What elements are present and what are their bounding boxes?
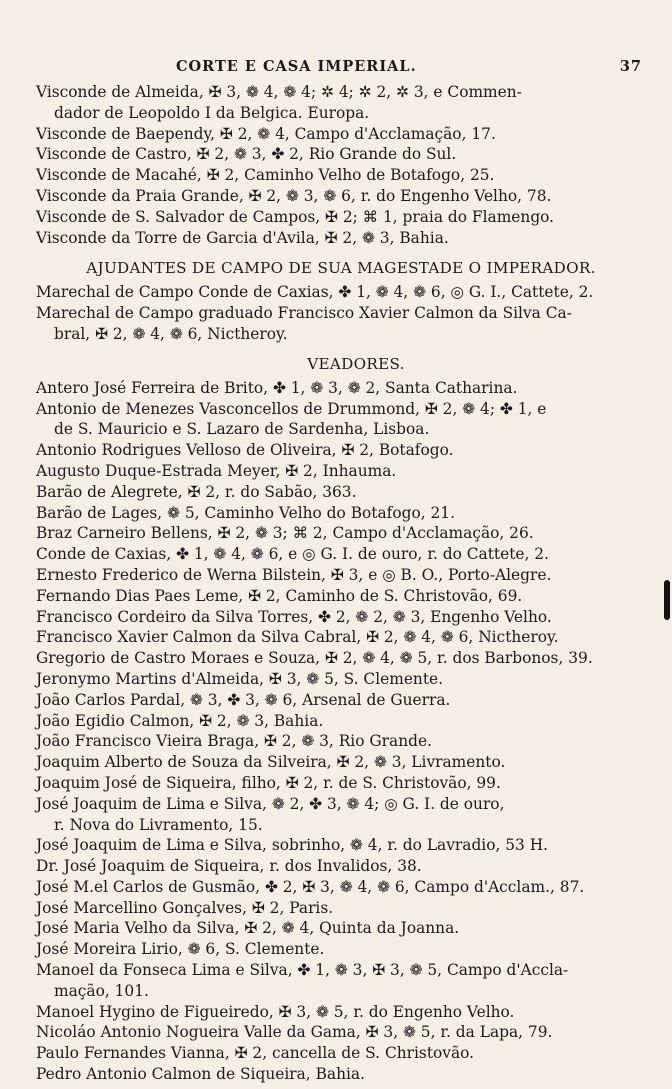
list-entry: Marechal de Campo graduado Francisco Xavier Calmon da Silva Ca-	[36, 304, 572, 323]
list-entry: José Marcellino Gonçalves, ✠ 2, Paris.	[36, 898, 334, 917]
list-entry: José Maria Velho da Silva, ✠ 2, ❁ 4, Quinta da Joanna.	[36, 919, 460, 938]
list-entry: João Francisco Vieira Braga, ✠ 2, ❁ 3, Rio Grande.	[36, 732, 432, 751]
list-entry-continuation: r. Nova do Livramento, 15.	[54, 815, 263, 834]
list-entry: Barão de Lages, ❁ 5, Caminho Velho do Botafogo, 21.	[36, 503, 455, 522]
veadores-list	[36, 378, 646, 1085]
list-entry-continuation: bral, ✠ 2, ❁ 4, ❁ 6, Nictheroy.	[54, 324, 288, 343]
list-entry: Antero José Ferreira de Brito, ✤ 1, ❁ 3, ❁ 2, Santa Catharina.	[36, 378, 518, 397]
list-entry: Visconde de Almeida, ✠ 3, ❁ 4, ❁ 4; ✲ 4; ✲ 2, ✲ 3, e Commen-	[36, 83, 522, 101]
list-entry: Visconde da Praia Grande, ✠ 2, ❁ 3, ❁ 6, r. do Engenho Velho, 78.	[36, 186, 552, 205]
margin-ink-mark	[664, 580, 670, 620]
list-entry: Visconde da Torre de Garcia d'Avila, ✠ 2, ❁ 3, Bahia.	[36, 228, 449, 247]
list-entry: José M.el Carlos de Gusmão, ✤ 2, ✠ 3, ❁ 4, ❁ 6, Campo d'Acclam., 87.	[36, 877, 585, 896]
page-header	[36, 58, 646, 82]
running-title: CORTE E CASA IMPERIAL.	[176, 58, 417, 75]
list-entry: Jeronymo Martins d'Almeida, ✠ 3, ❁ 5, S. Clemente.	[36, 669, 444, 688]
list-entry-continuation: dador de Leopoldo I da Belgica. Europa.	[54, 103, 370, 122]
list-entry: José Joaquim de Lima e Silva, sobrinho, ❁ 4, r. do Lavradio, 53 H.	[36, 836, 549, 855]
list-entry: Manoel da Fonseca Lima e Silva, ✤ 1, ❁ 3, ✠ 3, ❁ 5, Campo d'Accla-	[36, 961, 569, 980]
page-number: 37	[619, 58, 642, 75]
list-entry: Antonio Rodrigues Velloso de Oliveira, ✠ 2, Botafogo.	[36, 441, 454, 460]
list-entry: José Joaquim de Lima e Silva, ❁ 2, ✤ 3, ❁ 4; ◎ G. I. de ouro,	[36, 794, 505, 813]
list-entry: Paulo Fernandes Vianna, ✠ 2, cancella de S. Christovão.	[36, 1044, 475, 1063]
list-entry: Visconde de Castro, ✠ 2, ❁ 3, ✤ 2, Rio Grande do Sul.	[36, 145, 457, 164]
ajudantes-list	[36, 282, 646, 344]
list-entry: Fernando Dias Paes Leme, ✠ 2, Caminho de S. Christovão, 69.	[36, 586, 523, 605]
list-entry-continuation: mação, 101.	[54, 981, 149, 1000]
list-entry: Pedro Antonio Calmon de Siqueira, Bahia.	[36, 1065, 365, 1084]
section-heading-veadores: VEADORES.	[307, 354, 405, 373]
list-entry: Joaquim Alberto de Souza da Silveira, ✠ 2, ❁ 3, Livramento.	[36, 753, 506, 772]
list-entry: Gregorio de Castro Moraes e Souza, ✠ 2, ❁ 4, ❁ 5, r. dos Barbonos, 39.	[36, 649, 593, 668]
list-entry: Conde de Caxias, ✤ 1, ❁ 4, ❁ 6, e ◎ G. I. de ouro, r. do Cattete, 2.	[36, 545, 549, 564]
list-entry: Francisco Cordeiro da Silva Torres, ✤ 2, ❁ 2, ❁ 3, Engenho Velho.	[36, 607, 552, 626]
list-entry: Manoel Hygino de Figueiredo, ✠ 3, ❁ 5, r. do Engenho Velho.	[36, 1002, 515, 1021]
list-entry-continuation: de S. Mauricio e S. Lazaro de Sardenha, Lisboa.	[54, 420, 430, 439]
list-entry: Dr. José Joaquim de Siqueira, r. dos Invalidos, 38.	[36, 857, 422, 876]
list-entry: Braz Carneiro Bellens, ✠ 2, ❁ 3; ⌘ 2, Campo d'Acclamação, 26.	[36, 524, 534, 543]
list-entry: Augusto Duque-Estrada Meyer, ✠ 2, Inhauma.	[36, 461, 397, 480]
list-entry: Ernesto Frederico de Werna Bilstein, ✠ 3, e ◎ B. O., Porto-Alegre.	[36, 565, 552, 584]
list-entry: Barão de Alegrete, ✠ 2, r. do Sabão, 363.	[36, 482, 357, 501]
list-entry: Marechal de Campo Conde de Caxias, ✤ 1, ❁ 4, ❁ 6, ◎ G. I., Cattete, 2.	[36, 283, 594, 302]
list-entry: Visconde de Macahé, ✠ 2, Caminho Velho de Botafogo, 25.	[36, 166, 495, 185]
list-entry: Joaquim José de Siqueira, filho, ✠ 2, r. de S. Christovão, 99.	[36, 773, 501, 792]
list-entry: João Egidio Calmon, ✠ 2, ❁ 3, Bahia.	[36, 711, 324, 730]
section-heading-ajudantes: AJUDANTES DE CAMPO DE SUA MAGESTADE O IMPERADOR.	[86, 259, 596, 278]
list-entry: Visconde de Baependy, ✠ 2, ❁ 4, Campo d'Acclamação, 17.	[36, 124, 496, 143]
list-entry: João Carlos Pardal, ❁ 3, ✤ 3, ❁ 6, Arsenal de Guerra.	[36, 690, 451, 709]
list-entry: Visconde de S. Salvador de Campos, ✠ 2; ⌘ 1, praia do Flamengo.	[36, 207, 555, 226]
list-entry: Nicoláo Antonio Nogueira Valle da Gama, ✠ 3, ❁ 5, r. da Lapa, 79.	[36, 1023, 553, 1042]
list-entry: José Moreira Lirio, ❁ 6, S. Clemente.	[36, 940, 325, 959]
viscondes-list	[36, 82, 646, 248]
list-entry: Antonio de Menezes Vasconcellos de Drummond, ✠ 2, ❁ 4; ✤ 1, e	[36, 399, 547, 418]
list-entry: Francisco Xavier Calmon da Silva Cabral, ✠ 2, ❁ 4, ❁ 6, Nictheroy.	[36, 628, 559, 647]
